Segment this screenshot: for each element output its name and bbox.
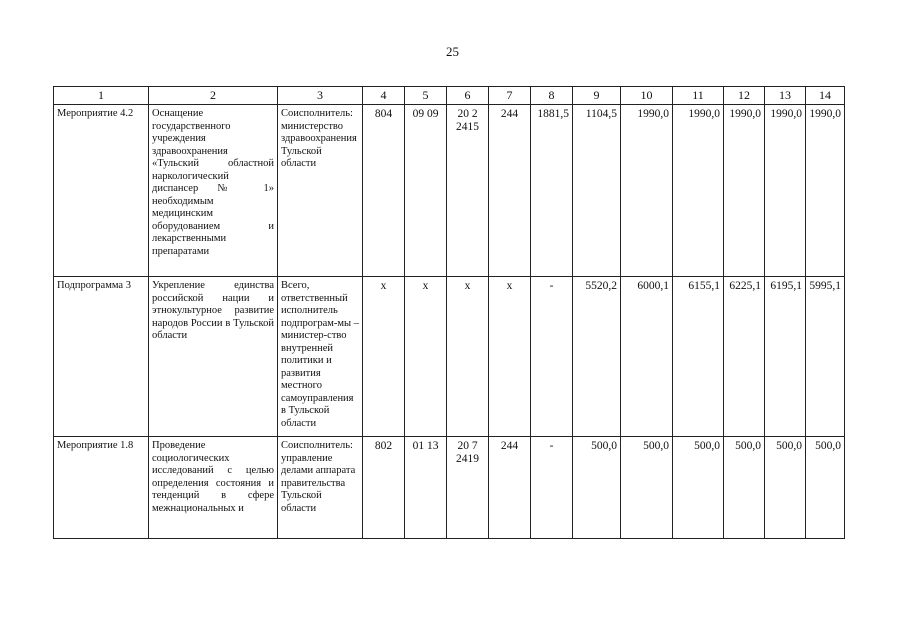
- column-header: 6: [447, 87, 489, 105]
- target-article-code: 20 2 2415: [447, 105, 489, 277]
- header-row: [54, 87, 845, 105]
- value-cell: 1104,5: [573, 105, 621, 277]
- grbs-code: 802: [363, 437, 405, 539]
- value-cell: 1881,5: [531, 105, 573, 277]
- row-description: Оснащение государственного учреждения здравоохранения «Тульский областной наркологический диспансер № 1» необходимым медицинским оборудованием и лекарственными препаратами: [149, 105, 278, 277]
- table-row: [54, 277, 845, 437]
- value-cell: 500,0: [621, 437, 673, 539]
- section-code: 09 09: [405, 105, 447, 277]
- expense-type-code: 244: [489, 437, 531, 539]
- column-header: 2: [149, 87, 278, 105]
- value-cell: 1990,0: [673, 105, 724, 277]
- row-name: Мероприятие 1.8: [54, 437, 149, 539]
- target-article-code: 20 7 2419: [447, 437, 489, 539]
- row-executor: Всего, ответственный исполнитель подпрограм-мы – министер-ство внутренней политики и развития местного самоуправления в Тульской области: [278, 277, 363, 437]
- column-header: 4: [363, 87, 405, 105]
- table-row: [54, 437, 845, 539]
- budget-table: [53, 86, 845, 539]
- column-header: 13: [765, 87, 806, 105]
- column-header: 5: [405, 87, 447, 105]
- value-cell: 500,0: [724, 437, 765, 539]
- value-cell: 1990,0: [621, 105, 673, 277]
- column-header: 8: [531, 87, 573, 105]
- column-header: 12: [724, 87, 765, 105]
- page-number: 25: [446, 44, 459, 59]
- value-cell: 6225,1: [724, 277, 765, 437]
- value-cell: 6155,1: [673, 277, 724, 437]
- row-executor: Соисполнитель: министерство здравоохранения Тульской области: [278, 105, 363, 277]
- row-description: Укрепление единства российской нации и этнокультурное развитие народов России в Тульской области: [149, 277, 278, 437]
- table-row: [54, 105, 845, 277]
- value-cell: 5520,2: [573, 277, 621, 437]
- value-cell: 500,0: [573, 437, 621, 539]
- row-name: Подпрограмма 3: [54, 277, 149, 437]
- value-cell: 1990,0: [765, 105, 806, 277]
- column-header: 3: [278, 87, 363, 105]
- value-cell: 500,0: [673, 437, 724, 539]
- value-cell: 1990,0: [724, 105, 765, 277]
- column-header: 9: [573, 87, 621, 105]
- value-cell: 500,0: [765, 437, 806, 539]
- grbs-code: x: [363, 277, 405, 437]
- column-header: 1: [54, 87, 149, 105]
- value-cell: 6000,1: [621, 277, 673, 437]
- expense-type-code: x: [489, 277, 531, 437]
- value-cell: -: [531, 437, 573, 539]
- row-name: Мероприятие 4.2: [54, 105, 149, 277]
- value-cell: 5995,1: [806, 277, 845, 437]
- column-header: 11: [673, 87, 724, 105]
- row-executor: Соисполнитель: управление делами аппарата правительства Тульской области: [278, 437, 363, 539]
- value-cell: 500,0: [806, 437, 845, 539]
- expense-type-code: 244: [489, 105, 531, 277]
- row-description: Проведение социологических исследований с целью определения состояния и тенденций в сфере межнациональных и: [149, 437, 278, 539]
- column-header: 14: [806, 87, 845, 105]
- section-code: 01 13: [405, 437, 447, 539]
- column-header: 10: [621, 87, 673, 105]
- value-cell: 6195,1: [765, 277, 806, 437]
- value-cell: -: [531, 277, 573, 437]
- column-header: 7: [489, 87, 531, 105]
- grbs-code: 804: [363, 105, 405, 277]
- target-article-code: x: [447, 277, 489, 437]
- value-cell: 1990,0: [806, 105, 845, 277]
- section-code: x: [405, 277, 447, 437]
